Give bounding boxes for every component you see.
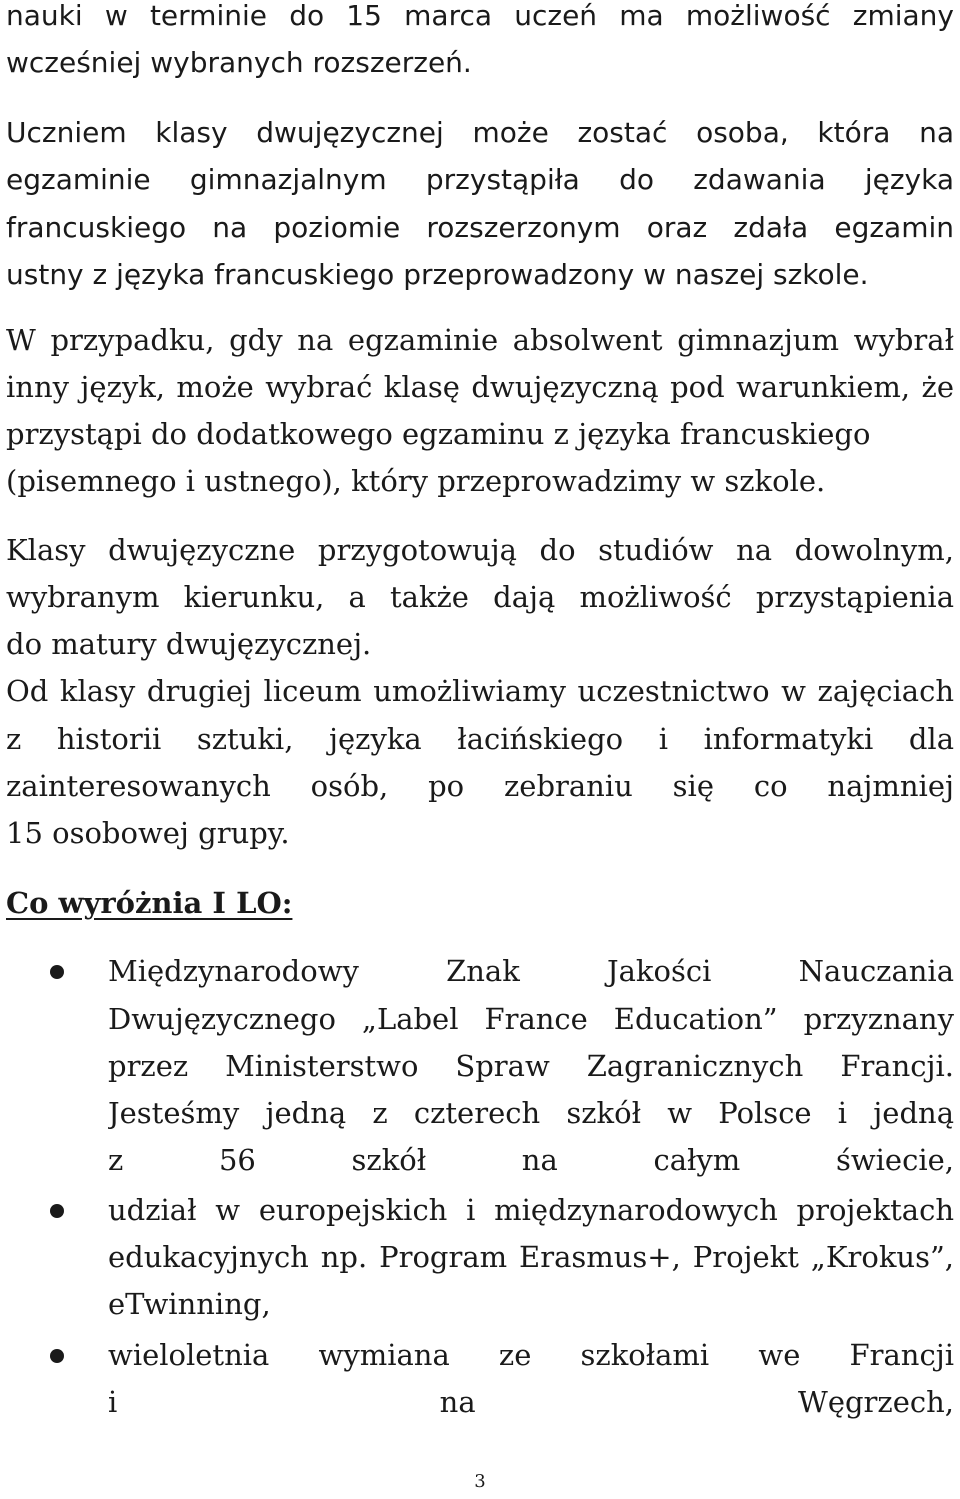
section-heading: Co wyróżnia I LO: [6, 886, 293, 920]
paragraph-line: francuskiego na poziomie rozszerzonym oraz zdała egzamin [6, 211, 954, 244]
bullet-icon [50, 1204, 64, 1218]
paragraph-line: nauki w terminie do 15 marca uczeń ma możliwość zmiany [6, 0, 954, 32]
paragraph-line: do matury dwujęzycznej. [6, 627, 372, 661]
list-item-line: eTwinning, [108, 1287, 271, 1321]
paragraph-line: przystąpi do dodatkowego egzaminu z języka francuskiego [6, 417, 871, 451]
list-item-line: przez Ministerstwo Spraw Zagranicznych Francji. [108, 1049, 954, 1083]
paragraph-line: (pisemnego i ustnego), który przeprowadzimy w szkole. [6, 464, 826, 498]
bullet-icon [50, 965, 64, 979]
list-item-line: i na Węgrzech, [108, 1385, 954, 1419]
list-item-line: z 56 szkół na całym świecie, [108, 1143, 954, 1177]
paragraph-line: Klasy dwujęzyczne przygotowują do studiów na dowolnym, [6, 533, 954, 567]
paragraph-line: Uczniem klasy dwujęzycznej może zostać osoba, która na [6, 116, 954, 149]
paragraph-line: inny język, może wybrać klasę dwujęzyczną pod warunkiem, że [6, 370, 954, 404]
paragraph-line: W przypadku, gdy na egzaminie absolwent gimnazjum wybrał [6, 323, 954, 357]
bullet-icon [50, 1349, 64, 1363]
list-item-line: wieloletnia wymiana ze szkołami we Francji [108, 1338, 954, 1372]
paragraph-line: egzaminie gimnazjalnym przystąpiła do zdawania języka [6, 163, 954, 196]
paragraph-line: zainteresowanych osób, po zebraniu się co najmniej [6, 769, 954, 803]
paragraph-line: z historii sztuki, języka łacińskiego i informatyki dla [6, 722, 954, 756]
paragraph-line: 15 osobowej grupy. [6, 816, 290, 850]
page-number: 3 [474, 1471, 486, 1492]
list-item-line: Dwujęzycznego „Label France Education” przyznany [108, 1002, 954, 1036]
paragraph-line: Od klasy drugiej liceum umożliwiamy uczestnictwo w zajęciach [6, 674, 954, 708]
list-item-line: Jesteśmy jedną z czterech szkół w Polsce i jedną [108, 1096, 954, 1130]
paragraph-line: wcześniej wybranych rozszerzeń. [6, 46, 472, 79]
paragraph-line: wybranym kierunku, a także dają możliwość przystąpienia [6, 580, 954, 614]
list-item-line: edukacyjnych np. Program Erasmus+, Projekt „Krokus”, [108, 1240, 954, 1274]
list-item-line: udział w europejskich i międzynarodowych projektach [108, 1193, 954, 1227]
list-item-line: Międzynarodowy Znak Jakości Nauczania [108, 954, 954, 988]
paragraph-line: ustny z języka francuskiego przeprowadzony w naszej szkole. [6, 258, 869, 291]
